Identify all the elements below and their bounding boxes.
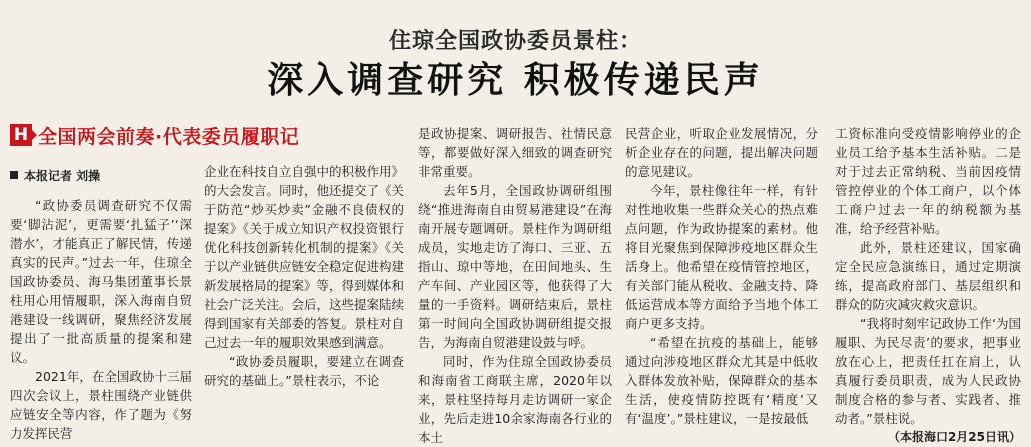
paragraph: “政协委员履职，要建立在调查研究的基础上。”景柱表示，不论 — [204, 354, 404, 388]
section-header — [10, 123, 390, 147]
text-column-4 — [625, 124, 818, 428]
paragraph: “我将时刻牢记政协工作‘为国履职、为民尽责’的要求，把事业放在心上，把责任扛在肩上，认真履行委员职责，成为人民政协制度合格的参与者、实践者、推动者。”景柱说。 — [835, 316, 1021, 426]
section-label: 全国两会前奏·代表委员履职记 — [38, 125, 300, 148]
paragraph: 2021年，在全国政协十三届四次会议上，景柱围绕产业链供应链安全等内容，作了题为《努力发挥民营 — [10, 369, 192, 441]
article-title: 深入调查研究 积极传递民声 — [267, 60, 764, 101]
paragraph: 去年5月，全国政协调研组围绕“推进海南自由贸易港建设”在海南开展专题调研。景柱作为调研组成员，实地走访了海口、三亚、五指山、琼中等地，在田间地头、生产车间、产业园区等，他获得了大量的一手资料。调研结束后，景柱第一时间向全国政协调研组提交报告，为海南自贸港建设鼓与呼。 — [418, 183, 612, 350]
paragraph: 民营企业，听取企业发展情况，分析企业存在的问题，提出解决问题的意见建议。 — [625, 126, 818, 179]
section-logo-icon: H — [10, 124, 32, 146]
paragraph: 同时，作为住琼全国政协委员和海南省工商联主席，2020年以来，景柱坚持每月走访调研一家企业，先后走进10余家海南各行业的本土 — [418, 354, 612, 445]
paragraph: 今年，景柱像往年一样，有针对性地收集一些群众关心的热点难点问题，作为政协提案的素材。他将目光聚焦到保障涉疫地区群众生活身上。他希望在疫情管控地区，有关部门能从税收、金融支持、降低运营成本等方面给予当地个体工商户更多支持。 — [625, 183, 818, 331]
paragraph: 企业在科技自立自强中的积极作用》的大会发言。同时，他还提交了《关于防范“炒买炒卖”金融不良债权的提案》《关于成立知识产权投资银行优化科技创新转化机制的提案》《关于以产业链供应链安全稳定促进构建新发展格局的提案》等，得到媒体和社会广泛关注。会后，这些提案陆续得到国家有关部委的答复。景柱对自己过去一年的履职效果感到满意。 — [204, 164, 405, 350]
text-column-1 — [10, 196, 192, 443]
paragraph: “希望在抗疫的基础上，能够通过向涉疫地区群众尤其是中低收入群体发放补贴，保障群众的基本生活，使疫情防控既有‘精度’又有‘温度’。”景柱建议，一是按最低 — [625, 335, 818, 426]
paragraph: 此外，景柱还建议，国家确定全民应急演练日，通过定期演练，提高政府部门、基层组织和群众的防灾减灾救灾意识。 — [835, 240, 1021, 312]
text-column-2 — [204, 162, 404, 390]
byline — [10, 167, 100, 184]
square-bullet-icon — [10, 171, 18, 179]
paragraph: 是政协提案、调研报告、社情民意等，都要做好深入细致的调查研究非常重要。 — [418, 126, 612, 179]
text-column-5 — [835, 124, 1021, 447]
article-subtitle: 住琼全国政协委员景柱： — [388, 29, 642, 54]
text-column-3 — [418, 124, 612, 447]
dateline: （本报海口2月25日讯） — [887, 430, 1021, 444]
byline-text: 本报记者 刘操 — [24, 169, 101, 183]
paragraph: 工资标准向受疫情影响停业的企业员工给予基本生活补贴。二是对于过去正常纳税、当前因疫情管控停业的个体工商户，以个体工商户过去一年的纳税额为基准，给予经营补贴。 — [835, 126, 1021, 236]
paragraph: “政协委员调查研究不仅需要‘脚沾泥’，更需要‘扎猛子’‘深潜水’，才能真正了解民情，传递真实的民声。”过去一年，住琼全国政协委员、海马集团董事长景柱用心用情履职，深入海南自贸港建设一线调研，聚焦经济发展提出了一批高质量的提案和建议。 — [10, 198, 192, 365]
